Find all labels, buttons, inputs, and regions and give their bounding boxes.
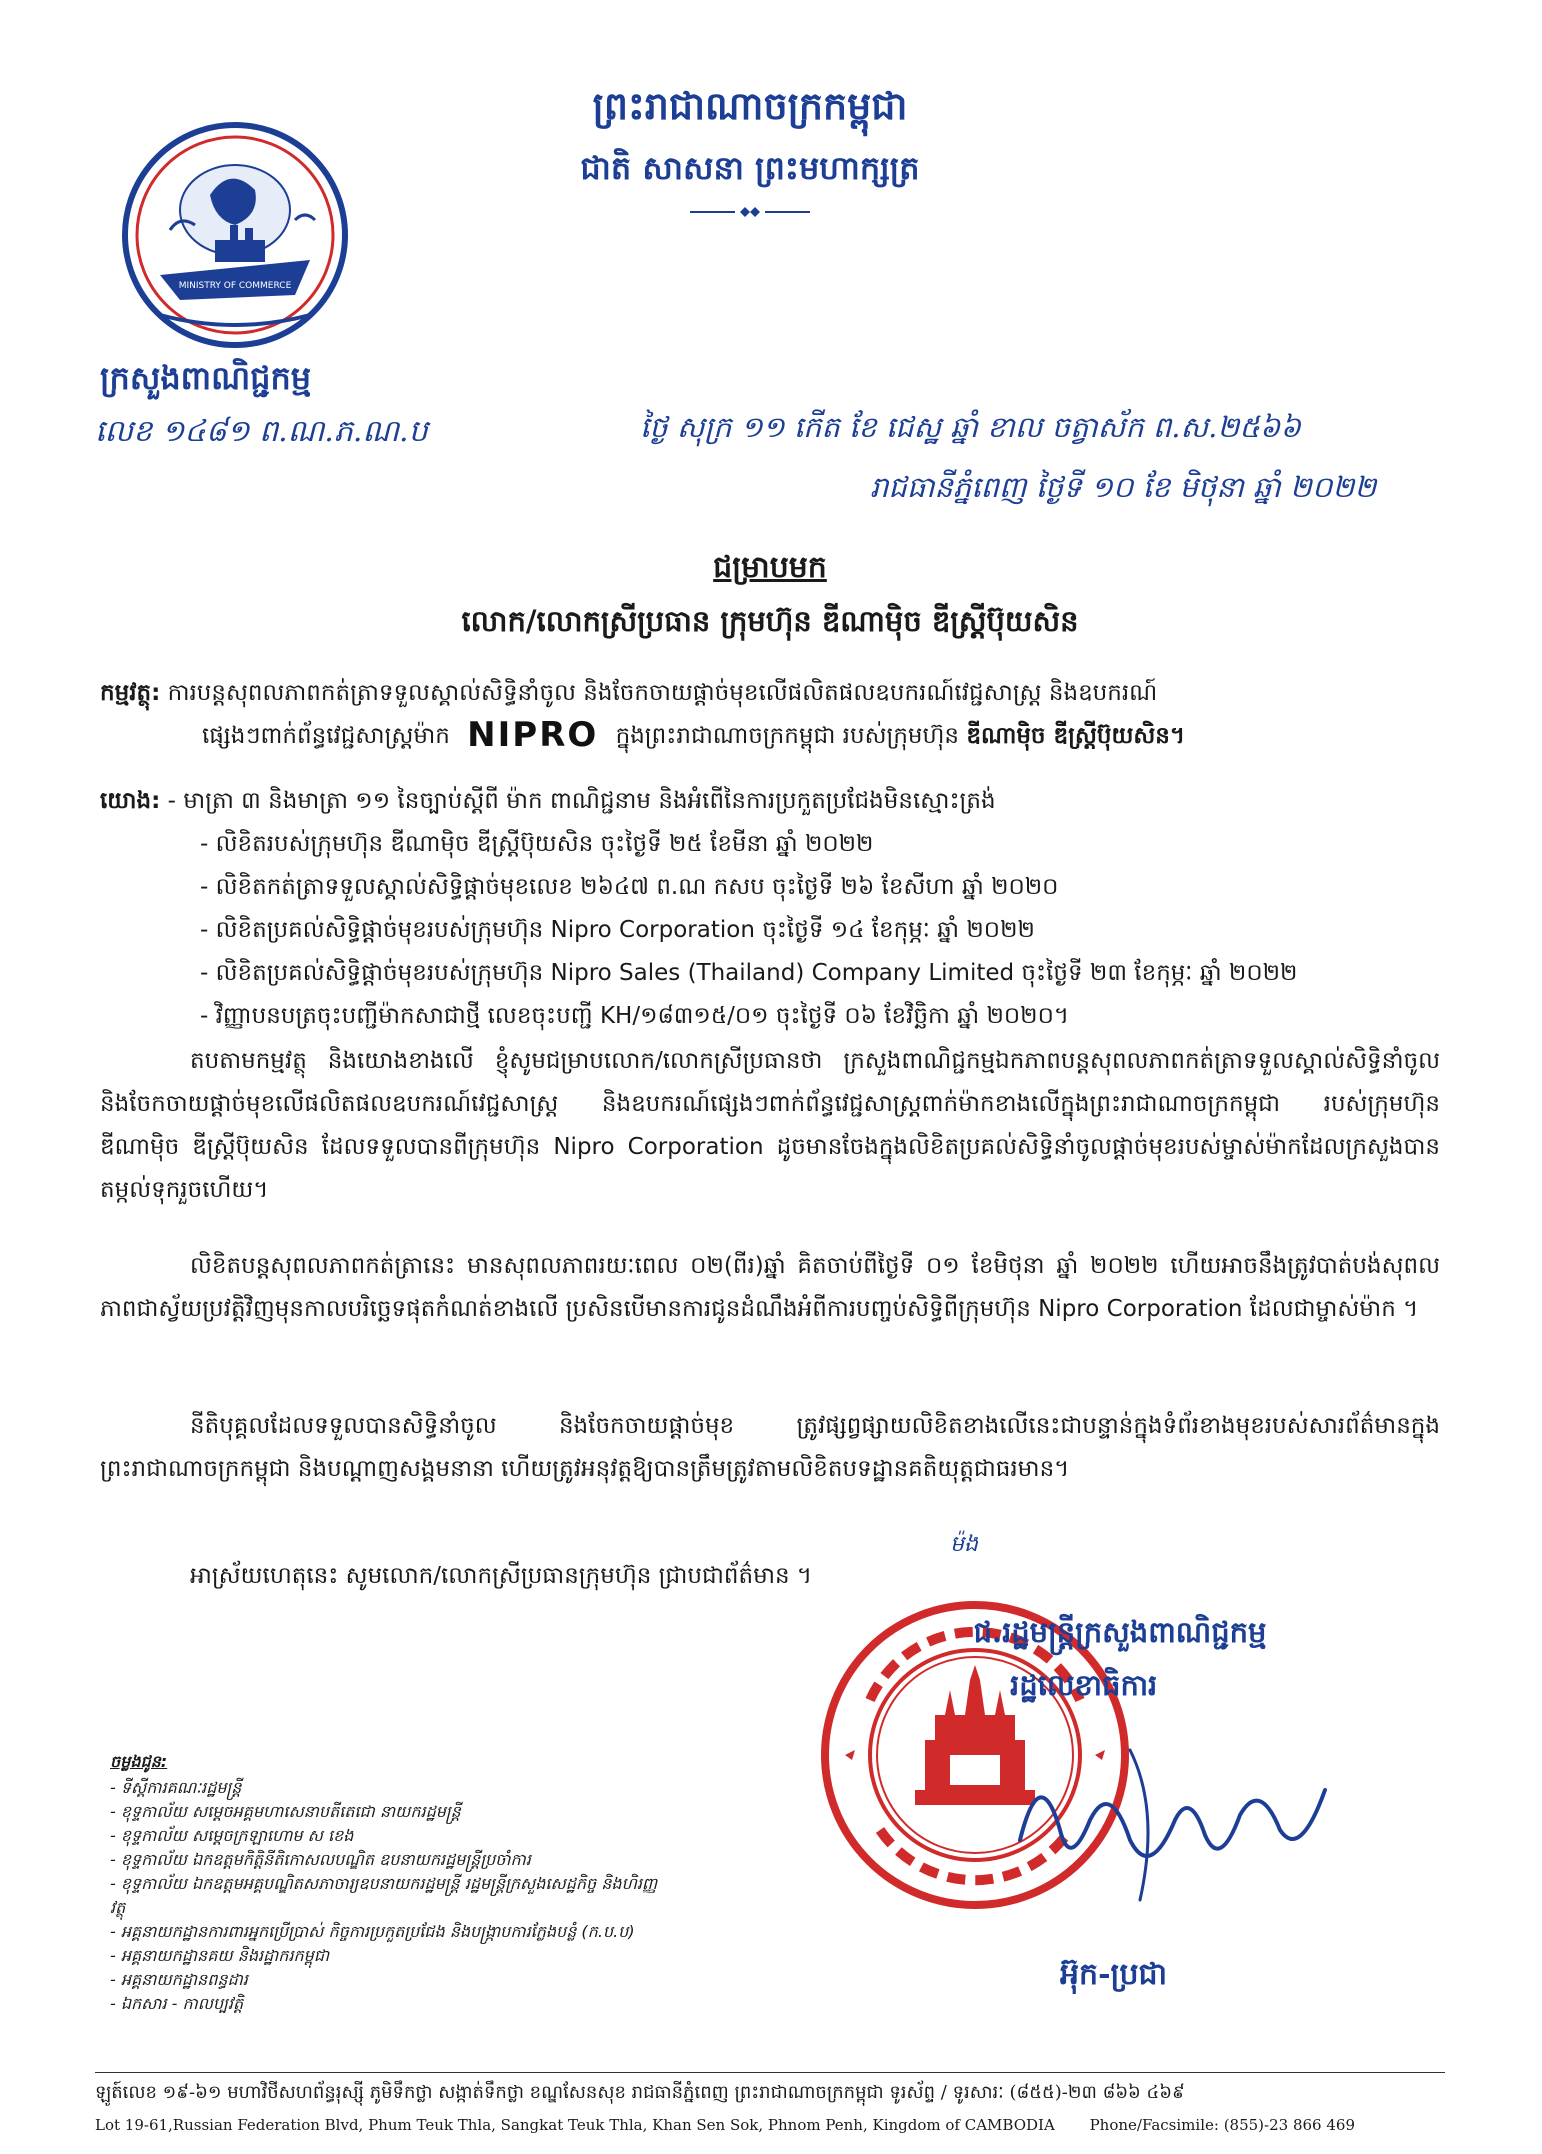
recipient-name: លោក/លោកស្រីប្រធាន ក្រុមហ៊ុន ឌីណាម៉ិច ឌីស្ត្រីប៊ុយសិន <box>461 604 1079 638</box>
cc-item: - អគ្គនាយកដ្ឋានគយ និងរដ្ឋាករកម្ពុជា <box>110 1946 330 1965</box>
reference-item: យោង: - មាត្រា ៣ និងមាត្រា ១១ នៃច្បាប់ស្តីពី ម៉ាក ពាណិជ្ជនាម និងអំពើនៃការប្រកួតប្រជែងមិនស្មោះត្រង់ <box>100 788 996 814</box>
signatory-title: ជ.រដ្ឋមន្ត្រីក្រសួងពាណិជ្ជកម្ម <box>973 1615 1267 1649</box>
cc-item: - ខុទ្ទកាល័យ សម្តេចក្រឡាហោម ស ខេង <box>110 1826 354 1845</box>
body-paragraph-3: នីតិបុគ្គលដែលទទួលបានសិទ្ធិនាំចូល និងចែកចាយផ្តាច់មុខ ត្រូវផ្សព្វផ្សាយលិខិតខាងលើនេះជាបន្ទាន់ក្នុងទំព័រខាងមុខរបស់សារព័ត៌មានក្នុងព្រះរាជាណាចក្រកម្ពុជា និងបណ្តាញសង្គមនានា ហើយត្រូវអនុវត្តឱ្យបានត្រឹមត្រូវតាមលិខិតបទដ្ឋានគតិយុត្តជាធរមាន។ <box>100 1413 1440 1482</box>
footer-phone: Phone/Facsimile: (855)-23 866 469 <box>1089 2116 1355 2134</box>
subject-block <box>100 672 1440 757</box>
nipro-brand-logo: NIPRO <box>467 715 599 755</box>
footer-address-khmer: ឡូត៍លេខ ១៩-៦១ មហាវិថីសហព័ន្ធរុស្ស៊ី ភូមិទឹកថ្លា សង្កាត់ទឹកថ្លា ខណ្ឌសែនសុខ រាជធានីភ្នំពេញ ព្រះរាជាណាចក្រកម្ពុជា ទូរស័ព្ទ / ទូរសារៈ (៨៥៥)-២៣ ៨៦៦ ៤៦៩ <box>95 2082 1185 2103</box>
reference-item: - លិខិតរបស់ក្រុមហ៊ុន ឌីណាម៉ិច ឌីស្ត្រីប៊ុយសិន ចុះថ្ងៃទី ២៥ ខែមីនា ឆ្នាំ ២០២២ <box>200 831 874 857</box>
cc-title: ចម្លងជូន: <box>110 1752 168 1771</box>
ministry-emblem-icon <box>120 120 350 350</box>
footer-address-english <box>95 2116 1445 2134</box>
references-label: យោង: <box>100 788 161 814</box>
handwritten-signature-icon <box>1000 1720 1340 1920</box>
cc-list <box>110 1750 670 2016</box>
kingdom-title: ព្រះរាជាណាចក្រកម្ពុជា <box>592 83 908 128</box>
reference-item: - លិខិតកត់ត្រាទទួលស្គាល់សិទ្ធិផ្តាច់មុខលេខ ២៦៤៧ ព.ណ កសប ចុះថ្ងៃទី ២៦ ខែសីហា ឆ្នាំ ២០២០ <box>200 874 1059 900</box>
cc-item: - ខុទ្ទកាល័យ ឯកឧត្តមអគ្គបណ្ឌិតសភាចារ្យឧបនាយករដ្ឋមន្ត្រី រដ្ឋមន្ត្រីក្រសួងសេដ្ឋកិច្ច និងហិរញ្ញវត្ថុ <box>110 1874 658 1917</box>
ornament-divider-icon <box>690 205 810 219</box>
body-paragraph-4: អាស្រ័យហេតុនេះ សូមលោក/លោកស្រីប្រធានក្រុមហ៊ុន ជ្រាបជាព័ត៌មាន ។ <box>190 1563 813 1589</box>
reference-item: - លិខិតប្រគល់សិទ្ធិផ្តាច់មុខរបស់ក្រុមហ៊ុន Nipro Sales (Thailand) Company Limited ចុះថ្ងៃទី ២៣ ខែកុម្ភៈ ឆ្នាំ ២០២២ <box>200 960 1298 986</box>
cc-item: - អគ្គនាយកដ្ឋានពន្ធដារ <box>110 1970 248 1989</box>
cc-item: - ខុទ្ទកាល័យ ឯកឧត្តមកិត្តិនីតិកោសលបណ្ឌិត ឧបនាយករដ្ឋមន្ត្រីប្រចាំការ <box>110 1850 531 1869</box>
cc-item: - អគ្គនាយកដ្ឋានការពារអ្នកប្រើប្រាស់ កិច្ចការប្រកួតប្រជែង និងបង្ក្រាបការក្លែងបន្លំ (ក.ប.ប) <box>110 1922 635 1941</box>
solar-date: រាជធានីភ្នំពេញ ថ្ងៃទី ១០ ខែ មិថុនា ឆ្នាំ ២០២២ <box>870 470 1377 504</box>
emblem-text: MINISTRY OF COMMERCE <box>178 281 292 291</box>
body-paragraph-1: តបតាមកម្មវត្ថុ និងយោងខាងលើ ខ្ញុំសូមជម្រាបលោក/លោកស្រីប្រធានថា ក្រសួងពាណិជ្ជកម្មឯកភាពបន្តសុពលភាពកត់ត្រាទទួលស្គាល់សិទ្ធិនាំចូល និងចែកចាយផ្តាច់មុខលើផលិតផលឧបករណ៍វេជ្ជសាស្ត្រ និងឧបករណ៍ផ្សេងៗពាក់ព័ន្ធវេជ្ជសាស្ត្រពាក់ម៉ាកខាងលើក្នុងព្រះរាជាណាចក្រកម្ពុជា របស់ក្រុមហ៊ុន ឌីណាម៉ិច ឌីស្ត្រីប៊ុយសិន ដែលទទួលបានពីក្រុមហ៊ុន Nipro Corporation ដូចមានចែងក្នុងលិខិតប្រគល់សិទ្ធិនាំចូលផ្តាច់មុខរបស់ម្ចាស់ម៉ាកដែលក្រសួងបានតម្កល់ទុករួចហើយ។ <box>100 1048 1440 1203</box>
body-paragraph-2: លិខិតបន្តសុពលភាពកត់ត្រានេះ មានសុពលភាពរយៈពេល ០២(ពីរ)ឆ្នាំ គិតចាប់ពីថ្ងៃទី ០១ ខែមិថុនា ឆ្នាំ ២០២២ ហើយអាចនឹងត្រូវបាត់បង់សុពលភាពជាស្វ័យប្រវត្តិវិញមុនកាលបរិច្ឆេទផុតកំណត់ខាងលើ ប្រសិនបើមានការជូនដំណឹងអំពីការបញ្ចប់សិទ្ធិពីក្រុមហ៊ុន Nipro Corporation ដែលជាម្ចាស់ម៉ាក ។ <box>100 1253 1440 1322</box>
lunar-date: ថ្ងៃ សុក្រ ១១ កើត ខែ ជេស្ឋ ឆ្នាំ ខាល ចត្វាស័ក ព.ស.២៥៦៦ <box>640 410 1301 444</box>
signatory-name: អ៊ុក-ប្រជា <box>1060 1957 1168 1992</box>
reference-item: - វិញ្ញាបនបត្រចុះបញ្ជីម៉ាកសាជាថ្មី លេខចុះបញ្ជី KH/១៨៣១៥/០១ ចុះថ្ងៃទី ០៦ ខែវិច្ឆិកា ឆ្នាំ ២០២០។ <box>200 1003 1070 1029</box>
salutation: ជម្រាបមក <box>713 550 827 585</box>
national-motto: ជាតិ សាសនា ព្រះមហាក្សត្រ <box>580 149 920 187</box>
cc-item: - ទីស្តីការគណៈរដ្ឋមន្ត្រី <box>110 1778 242 1797</box>
subject-line2 <box>100 714 1440 757</box>
cc-item: - ខុទ្ទកាល័យ សម្តេចអគ្គមហាសេនាបតីតេជោ នាយករដ្ឋមន្ត្រី <box>110 1802 461 1821</box>
signatory-subtitle: រដ្ឋលេខាធិការ <box>1010 1668 1158 1702</box>
subject-company: ឌីណាម៉ិច ឌីស្ត្រីប៊ុយសិន។ <box>966 723 1186 749</box>
footer-divider <box>95 2072 1445 2073</box>
references-block <box>100 780 1440 1038</box>
reference-item: - លិខិតប្រគល់សិទ្ធិផ្តាច់មុខរបស់ក្រុមហ៊ុន Nipro Corporation ចុះថ្ងៃទី ១៤ ខែកុម្ភៈ ឆ្នាំ ២០២២ <box>200 917 1035 943</box>
subject-line1: ការបន្តសុពលភាពកត់ត្រាទទួលស្គាល់សិទ្ធិនាំចូល និងចែកចាយផ្តាច់មុខលើផលិតផលឧបករណ៍វេជ្ជសាស្ត្រ និងឧបករណ៍ <box>167 680 1158 706</box>
subject-label: កម្មវត្ថុ: <box>100 680 161 706</box>
cc-item: - ឯកសារ - កាលប្បវត្តិ <box>110 1994 244 2013</box>
handwritten-initials: ម៉ង <box>950 1532 978 1557</box>
subject-line2-post: ក្នុងព្រះរាជាណាចក្រកម្ពុជា របស់ក្រុមហ៊ុន <box>615 723 960 749</box>
ministry-name: ក្រសួងពាណិជ្ជកម្ម <box>100 359 312 397</box>
reference-number: លេខ ១៤៨១ ព.ណ.ភ.ណ.ប <box>95 414 428 449</box>
footer-address-en: Lot 19-61,Russian Federation Blvd, Phum Teuk Thla, Sangkat Teuk Thla, Khan Sen Sok, Phnom Penh, Kingdom of CAMBODIA <box>95 2116 1055 2134</box>
subject-line2-pre: ផ្សេងៗពាក់ព័ន្ធវេជ្ជសាស្ត្រម៉ាក <box>202 723 450 749</box>
